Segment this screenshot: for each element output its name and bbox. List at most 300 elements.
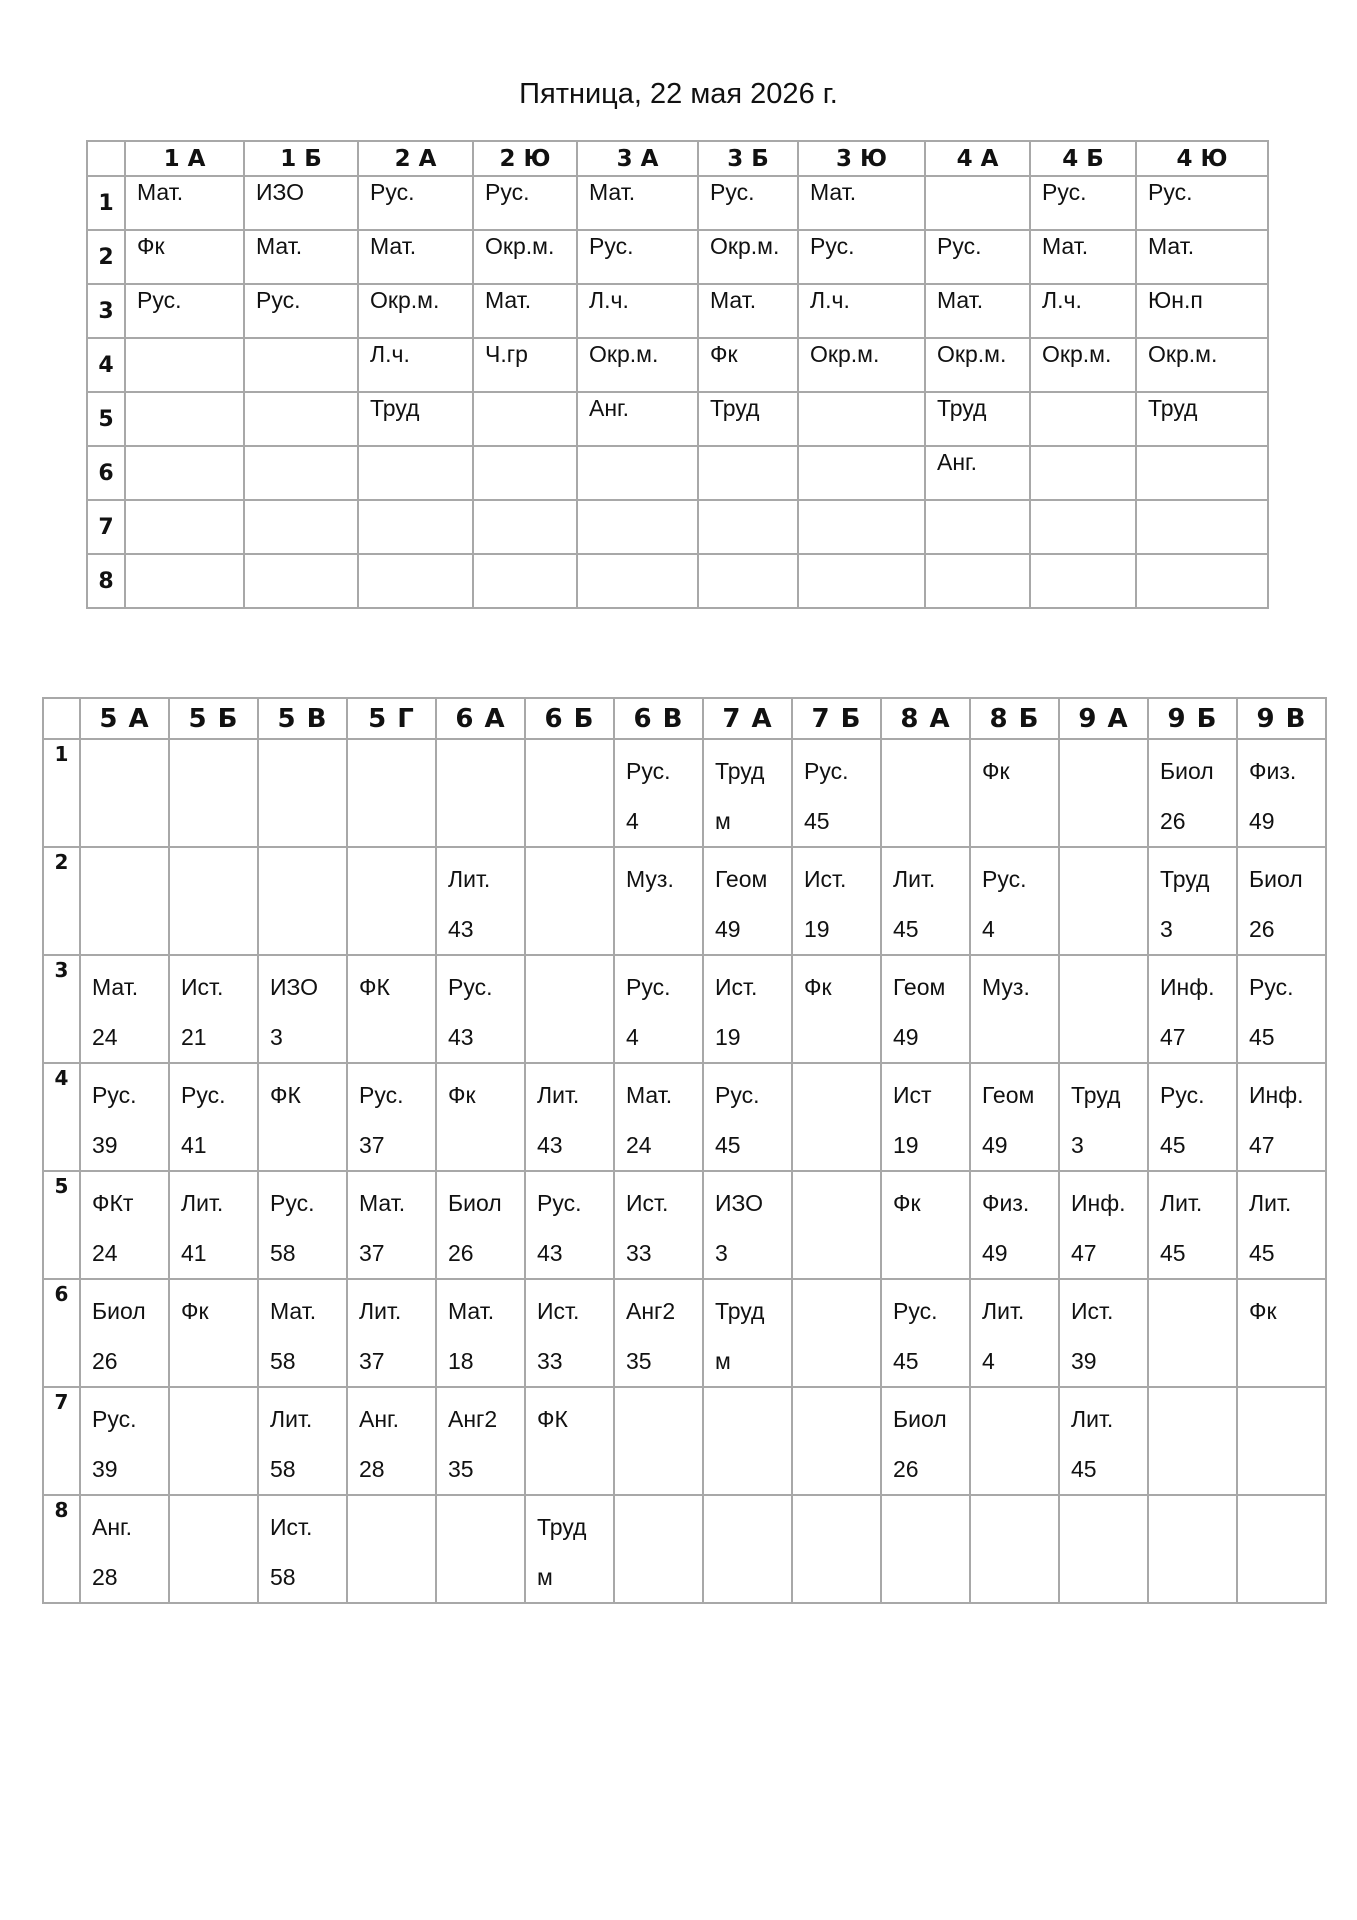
lesson-number: 7	[87, 500, 125, 554]
lesson-cell	[792, 1279, 881, 1387]
lesson-cell	[473, 554, 577, 608]
lesson-cell	[525, 1279, 614, 1387]
room-number: 33	[537, 1348, 563, 1374]
lesson-cell: Рус.	[925, 230, 1030, 284]
lesson-cell	[792, 1495, 881, 1603]
lesson-cell: Фк	[698, 338, 798, 392]
room-number: 49	[893, 1024, 919, 1050]
room-number: 49	[715, 916, 741, 942]
subject-label: Биол	[1249, 866, 1303, 892]
room-number: 45	[715, 1132, 741, 1158]
lesson-cell	[169, 1495, 258, 1603]
lesson-cell: Рус.	[1136, 176, 1268, 230]
lesson-cell	[1030, 500, 1136, 554]
lesson-cell	[358, 500, 473, 554]
room-number: 4	[982, 1348, 995, 1374]
table-row	[87, 176, 1268, 230]
lesson-cell	[703, 739, 792, 847]
room-number: 37	[359, 1348, 385, 1374]
subject-label: ФК	[359, 974, 390, 1000]
lesson-cell	[436, 739, 525, 847]
column-header: 6 А	[436, 698, 525, 739]
subject-label: Биол	[448, 1190, 502, 1216]
room-number: 26	[893, 1456, 919, 1482]
room-number: 3	[1160, 916, 1173, 942]
room-number: 45	[1249, 1024, 1275, 1050]
lesson-cell: Мат.	[698, 284, 798, 338]
room-number: 58	[270, 1564, 296, 1590]
subject-label: Биол	[893, 1406, 947, 1432]
lesson-cell: Юн.п	[1136, 284, 1268, 338]
subject-label: Лит.	[1160, 1190, 1203, 1216]
subject-label: Рус.	[715, 1082, 760, 1108]
table-row	[87, 284, 1268, 338]
room-number: 41	[181, 1240, 207, 1266]
lesson-cell	[614, 1279, 703, 1387]
lesson-number: 4	[43, 1063, 80, 1171]
subject-label: Рус.	[92, 1082, 137, 1108]
room-number: 45	[1071, 1456, 1097, 1482]
lesson-cell	[1059, 1279, 1148, 1387]
lesson-cell: Рус.	[244, 284, 358, 338]
lesson-cell	[798, 554, 925, 608]
lesson-cell	[258, 955, 347, 1063]
room-number: 58	[270, 1348, 296, 1374]
lesson-cell	[244, 338, 358, 392]
subject-label: Ист	[893, 1082, 932, 1108]
lesson-cell	[881, 1387, 970, 1495]
lesson-cell: Окр.м.	[798, 338, 925, 392]
lesson-cell	[614, 1495, 703, 1603]
subject-label: Биол	[1160, 758, 1214, 784]
subject-label: Рус.	[181, 1082, 226, 1108]
corner-cell	[43, 698, 80, 739]
lesson-cell	[169, 1387, 258, 1495]
subject-label: Рус.	[893, 1298, 938, 1324]
subject-label: Геом	[893, 974, 946, 1000]
lesson-cell	[347, 1171, 436, 1279]
lesson-cell	[473, 500, 577, 554]
lesson-cell: Окр.м.	[925, 338, 1030, 392]
table-row	[87, 446, 1268, 500]
room-number: 18	[448, 1348, 474, 1374]
lesson-cell: Ч.гр	[473, 338, 577, 392]
lesson-cell	[1237, 1279, 1326, 1387]
column-header: 3 Б	[698, 141, 798, 176]
secondary-schedule-table	[42, 697, 1327, 1604]
room-number: 26	[1160, 808, 1186, 834]
room-number: 24	[92, 1024, 118, 1050]
room-number: 3	[270, 1024, 283, 1050]
lesson-number: 5	[87, 392, 125, 446]
table-row	[87, 338, 1268, 392]
room-number: 43	[448, 1024, 474, 1050]
lesson-cell	[703, 1495, 792, 1603]
lesson-cell	[1237, 847, 1326, 955]
lesson-cell	[1237, 1495, 1326, 1603]
lesson-cell	[436, 1063, 525, 1171]
column-header: 4 Ю	[1136, 141, 1268, 176]
lesson-cell: Мат.	[125, 176, 244, 230]
lesson-cell	[436, 1279, 525, 1387]
lesson-number: 3	[43, 955, 80, 1063]
lesson-cell	[577, 446, 698, 500]
column-header: 4 А	[925, 141, 1030, 176]
lesson-cell	[792, 1387, 881, 1495]
lesson-cell	[1148, 847, 1237, 955]
lesson-cell	[244, 500, 358, 554]
subject-label: Рус.	[626, 974, 671, 1000]
lesson-cell	[1059, 1387, 1148, 1495]
lesson-cell	[358, 554, 473, 608]
lesson-cell	[1059, 1495, 1148, 1603]
table-row	[87, 392, 1268, 446]
lesson-cell: Рус.	[798, 230, 925, 284]
subject-label: Фк	[893, 1190, 921, 1216]
lesson-number: 7	[43, 1387, 80, 1495]
subject-label: ИЗО	[270, 974, 319, 1000]
lesson-number: 5	[43, 1171, 80, 1279]
column-header: 1 Б	[244, 141, 358, 176]
lesson-cell	[1237, 1171, 1326, 1279]
lesson-cell	[347, 847, 436, 955]
subject-label: Рус.	[1249, 974, 1294, 1000]
subject-label: Ист.	[804, 866, 847, 892]
lesson-cell	[798, 392, 925, 446]
lesson-cell	[347, 1495, 436, 1603]
lesson-cell	[614, 1387, 703, 1495]
subject-label: Рус.	[448, 974, 493, 1000]
subject-label: Лит.	[1071, 1406, 1114, 1432]
lesson-cell: Рус.	[125, 284, 244, 338]
lesson-cell: Окр.м.	[358, 284, 473, 338]
lesson-cell	[792, 1063, 881, 1171]
lesson-cell	[614, 1171, 703, 1279]
lesson-cell	[970, 1171, 1059, 1279]
room-number: 37	[359, 1240, 385, 1266]
lesson-cell	[1059, 739, 1148, 847]
table-row	[87, 554, 1268, 608]
subject-label: Анг2	[626, 1298, 676, 1324]
lesson-cell	[970, 1063, 1059, 1171]
subject-label: Лит.	[537, 1082, 580, 1108]
lesson-cell	[258, 1063, 347, 1171]
lesson-number: 1	[87, 176, 125, 230]
lesson-cell	[881, 1495, 970, 1603]
column-header: 6 В	[614, 698, 703, 739]
subject-label: Лит.	[893, 866, 936, 892]
column-header: 8 А	[881, 698, 970, 739]
room-number: 39	[92, 1132, 118, 1158]
lesson-cell	[970, 739, 1059, 847]
room-number: 47	[1249, 1132, 1275, 1158]
lesson-cell	[1148, 1063, 1237, 1171]
lesson-cell	[925, 554, 1030, 608]
lesson-cell	[473, 392, 577, 446]
lesson-cell: Анг.	[925, 446, 1030, 500]
column-header: 9 Б	[1148, 698, 1237, 739]
lesson-number: 6	[43, 1279, 80, 1387]
lesson-cell: Рус.	[358, 176, 473, 230]
lesson-cell	[1148, 1495, 1237, 1603]
lesson-cell	[1059, 847, 1148, 955]
subject-label: Мат.	[359, 1190, 406, 1216]
room-number: 43	[537, 1240, 563, 1266]
lesson-cell	[525, 1171, 614, 1279]
table-row	[87, 500, 1268, 554]
subject-label: Ист.	[626, 1190, 669, 1216]
room-number: 26	[448, 1240, 474, 1266]
lesson-number: 2	[43, 847, 80, 955]
lesson-cell	[244, 554, 358, 608]
column-header: 5 Г	[347, 698, 436, 739]
subject-label: Ист.	[1071, 1298, 1114, 1324]
lesson-cell	[1148, 1171, 1237, 1279]
subject-label: ИЗО	[715, 1190, 764, 1216]
subject-label: Рус.	[804, 758, 849, 784]
lesson-cell	[169, 1279, 258, 1387]
lesson-cell: Мат.	[798, 176, 925, 230]
subject-label: Мат.	[92, 974, 139, 1000]
lesson-cell	[258, 1495, 347, 1603]
room-number: 41	[181, 1132, 207, 1158]
lesson-number: 8	[87, 554, 125, 608]
lesson-cell	[80, 1171, 169, 1279]
room-number: 3	[715, 1240, 728, 1266]
lesson-cell: Фк	[125, 230, 244, 284]
column-header: 3 А	[577, 141, 698, 176]
subject-label: ФК	[270, 1082, 301, 1108]
lesson-cell: Мат.	[1136, 230, 1268, 284]
lesson-cell	[347, 955, 436, 1063]
lesson-cell	[347, 1279, 436, 1387]
lesson-cell: Рус.	[698, 176, 798, 230]
lesson-cell	[244, 446, 358, 500]
subject-label: Лит.	[1249, 1190, 1292, 1216]
lesson-cell	[614, 847, 703, 955]
room-number: 24	[92, 1240, 118, 1266]
lesson-cell	[703, 1171, 792, 1279]
lesson-cell	[525, 1495, 614, 1603]
subject-label: Ист.	[270, 1514, 313, 1540]
table-row	[43, 1171, 1326, 1279]
subject-label: Инф.	[1160, 974, 1215, 1000]
lesson-number: 1	[43, 739, 80, 847]
room-number: 35	[626, 1348, 652, 1374]
room-number: 19	[893, 1132, 919, 1158]
column-header: 5 А	[80, 698, 169, 739]
lesson-cell	[473, 446, 577, 500]
lesson-cell: Мат.	[577, 176, 698, 230]
column-header: 5 В	[258, 698, 347, 739]
subject-label: Рус.	[982, 866, 1027, 892]
room-number: 45	[1160, 1240, 1186, 1266]
lesson-cell	[80, 1063, 169, 1171]
subject-label: Рус.	[270, 1190, 315, 1216]
lesson-cell	[169, 1063, 258, 1171]
column-header: 4 Б	[1030, 141, 1136, 176]
table-row	[87, 230, 1268, 284]
room-number: 39	[1071, 1348, 1097, 1374]
lesson-cell	[881, 955, 970, 1063]
column-header: 8 Б	[970, 698, 1059, 739]
lesson-cell	[436, 1387, 525, 1495]
room-number: 58	[270, 1456, 296, 1482]
column-header: 6 Б	[525, 698, 614, 739]
subject-label: Лит.	[982, 1298, 1025, 1324]
lesson-cell	[703, 1387, 792, 1495]
lesson-cell	[258, 739, 347, 847]
lesson-cell	[1059, 1063, 1148, 1171]
room-number: 4	[626, 1024, 639, 1050]
lesson-cell	[80, 847, 169, 955]
lesson-cell	[1237, 1063, 1326, 1171]
subject-label: Труд	[537, 1514, 587, 1540]
room-number: 21	[181, 1024, 207, 1050]
lesson-cell	[169, 847, 258, 955]
subject-label: Фк	[181, 1298, 209, 1324]
lesson-cell: Труд	[358, 392, 473, 446]
lesson-cell	[792, 955, 881, 1063]
room-number: 47	[1160, 1024, 1186, 1050]
lesson-cell	[698, 500, 798, 554]
room-number: 45	[1249, 1240, 1275, 1266]
room-number: 45	[893, 916, 919, 942]
subject-label: Фк	[804, 974, 832, 1000]
subject-label: ФКт	[92, 1190, 134, 1216]
lesson-cell	[1136, 554, 1268, 608]
lesson-cell: Мат.	[358, 230, 473, 284]
room-number: м	[715, 1348, 731, 1374]
lesson-cell	[881, 739, 970, 847]
lesson-cell	[125, 392, 244, 446]
subject-label: Труд	[1071, 1082, 1121, 1108]
subject-label: Труд	[715, 1298, 765, 1324]
lesson-cell: Л.ч.	[798, 284, 925, 338]
primary-schedule-table	[86, 140, 1269, 609]
column-header: 9 В	[1237, 698, 1326, 739]
lesson-cell	[125, 338, 244, 392]
lesson-cell	[125, 500, 244, 554]
subject-label: Муз.	[982, 974, 1030, 1000]
lesson-cell	[436, 1495, 525, 1603]
lesson-cell: Рус.	[577, 230, 698, 284]
room-number: 39	[92, 1456, 118, 1482]
lesson-cell: Окр.м.	[1136, 338, 1268, 392]
lesson-cell: Анг.	[577, 392, 698, 446]
subject-label: Ист.	[181, 974, 224, 1000]
table-header-row	[87, 141, 1268, 176]
room-number: 45	[804, 808, 830, 834]
lesson-cell	[1148, 1387, 1237, 1495]
lesson-cell	[881, 847, 970, 955]
column-header: 3 Ю	[798, 141, 925, 176]
lesson-cell	[258, 1171, 347, 1279]
lesson-cell: Мат.	[244, 230, 358, 284]
lesson-number: 4	[87, 338, 125, 392]
room-number: 45	[893, 1348, 919, 1374]
lesson-number: 2	[87, 230, 125, 284]
table-row	[43, 1387, 1326, 1495]
page-title: Пятница, 22 мая 2026 г.	[519, 78, 838, 110]
lesson-cell	[970, 955, 1059, 1063]
column-header: 7 Б	[792, 698, 881, 739]
room-number: 28	[359, 1456, 385, 1482]
subject-label: Ист.	[715, 974, 758, 1000]
lesson-cell	[925, 176, 1030, 230]
lesson-cell	[80, 1387, 169, 1495]
room-number: 49	[982, 1132, 1008, 1158]
room-number: 19	[715, 1024, 741, 1050]
column-header: 9 А	[1059, 698, 1148, 739]
room-number: 58	[270, 1240, 296, 1266]
lesson-cell: Л.ч.	[577, 284, 698, 338]
lesson-cell	[1148, 955, 1237, 1063]
subject-label: Лит.	[270, 1406, 313, 1432]
subject-label: Лит.	[359, 1298, 402, 1324]
table-row	[43, 1495, 1326, 1603]
lesson-cell: Труд	[1136, 392, 1268, 446]
subject-label: Лит.	[448, 866, 491, 892]
lesson-cell	[80, 1495, 169, 1603]
subject-label: Анг.	[92, 1514, 133, 1540]
room-number: 49	[982, 1240, 1008, 1266]
lesson-cell	[798, 446, 925, 500]
room-number: 19	[804, 916, 830, 942]
room-number: 26	[92, 1348, 118, 1374]
lesson-cell	[258, 1279, 347, 1387]
subject-label: Мат.	[626, 1082, 673, 1108]
subject-label: Мат.	[448, 1298, 495, 1324]
subject-label: Мат.	[270, 1298, 317, 1324]
subject-label: Муз.	[626, 866, 674, 892]
room-number: 28	[92, 1564, 118, 1590]
lesson-cell	[436, 847, 525, 955]
subject-label: Физ.	[982, 1190, 1030, 1216]
subject-label: Фк	[448, 1082, 476, 1108]
lesson-cell	[1059, 955, 1148, 1063]
lesson-cell: Рус.	[473, 176, 577, 230]
lesson-cell: Окр.м.	[698, 230, 798, 284]
lesson-cell	[1059, 1171, 1148, 1279]
subject-label: Рус.	[359, 1082, 404, 1108]
lesson-cell	[1136, 446, 1268, 500]
lesson-cell	[525, 1387, 614, 1495]
lesson-number: 8	[43, 1495, 80, 1603]
room-number: 26	[1249, 916, 1275, 942]
lesson-cell	[798, 500, 925, 554]
lesson-cell	[703, 1279, 792, 1387]
lesson-cell	[358, 446, 473, 500]
subject-label: Труд	[1160, 866, 1210, 892]
lesson-cell	[970, 1495, 1059, 1603]
lesson-cell: Л.ч.	[1030, 284, 1136, 338]
lesson-cell	[881, 1063, 970, 1171]
lesson-cell	[347, 1063, 436, 1171]
table-row	[43, 847, 1326, 955]
column-header: 2 А	[358, 141, 473, 176]
subject-label: Труд	[715, 758, 765, 784]
lesson-cell	[347, 1387, 436, 1495]
lesson-cell	[698, 446, 798, 500]
lesson-cell	[525, 955, 614, 1063]
lesson-cell	[792, 847, 881, 955]
lesson-cell	[125, 446, 244, 500]
lesson-cell	[925, 500, 1030, 554]
lesson-cell	[970, 847, 1059, 955]
lesson-cell	[169, 955, 258, 1063]
lesson-cell	[244, 392, 358, 446]
